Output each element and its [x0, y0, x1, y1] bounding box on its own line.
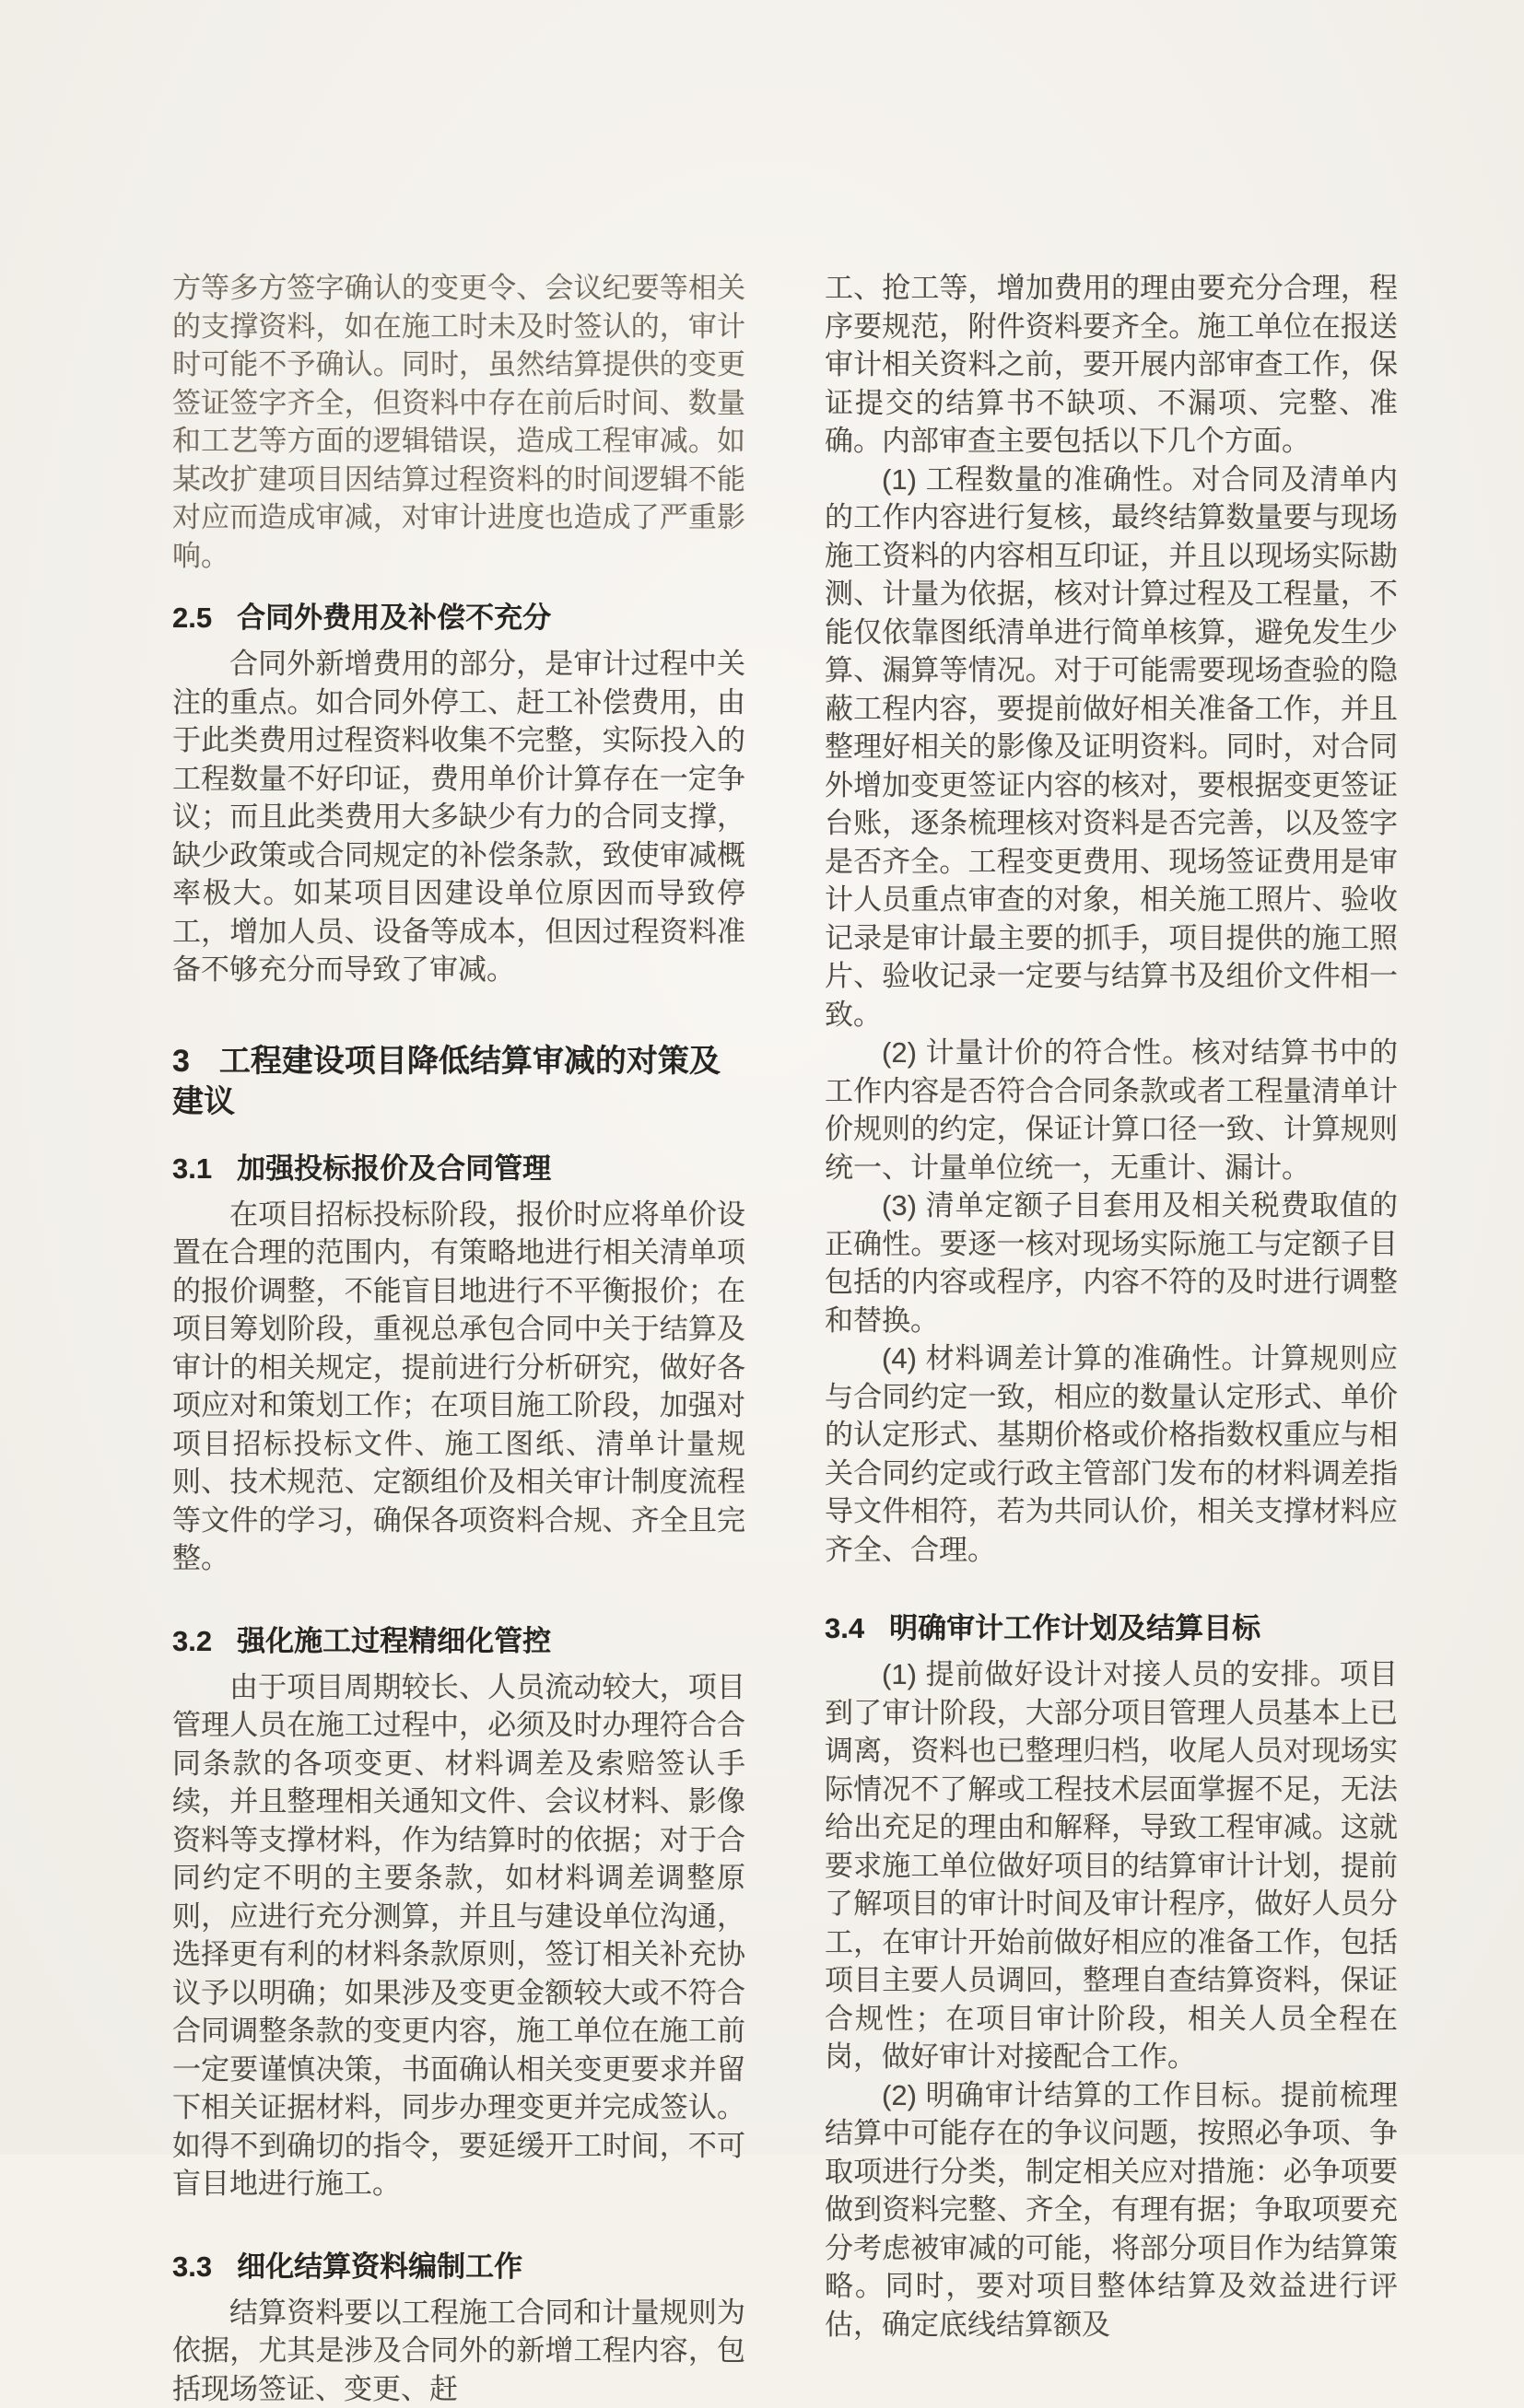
section-heading-3-1	[172, 1150, 745, 1188]
section-heading-3-2	[172, 1622, 745, 1661]
list-item-3-4-1: (1) 提前做好设计对接人员的安排。项目到了审计阶段，大部分项目管理人员基本上已调离，资料也已整理归档，收尾人员对现场实际情况不了解或工程技术层面掌握不足，无法给出充足的理由和解释，导致工程审减。这就要求施工单位做好项目的结算审计计划，提前了解项目的审计时间及审计程序，做好人员分工，在审计开始前做好相应的准备工作，包括项目主要人员调回，整理自查结算资料，保证合规性；在项目审计阶段，相关人员全程在岗，做好审计对接配合工作。	[825, 1655, 1398, 2076]
left-column	[172, 269, 745, 2155]
section-heading-2-5	[172, 599, 745, 637]
section-number: 3.1	[172, 1150, 212, 1188]
section-number: 3.4	[825, 1609, 864, 1648]
section-title: 明确审计工作计划及结算目标	[889, 1612, 1260, 1644]
list-item-1: (1) 工程数量的准确性。对合同及清单内的工作内容进行复核，最终结算数量要与现场施工资料的内容相互印证，并且以现场实际勘测、计量为依据，核对计算过程及工程量，不能仅依靠图纸清单进行简单核算，避免发生少算、漏算等情况。对于可能需要现场查验的隐蔽工程内容，要提前做好相关准备工作，并且整理好相关的影像及证明资料。同时，对合同外增加变更签证内容的核对，要根据变更签证台账，逐条梳理核对资料是否完善，以及签字是否齐全。工程变更费用、现场签证费用是审计人员重点审查的对象，相关施工照片、验收记录是审计最主要的抓手，项目提供的施工照片、验收记录一定要与结算书及组价文件相一致。	[825, 461, 1398, 1035]
list-item-3-4-2: (2) 明确审计结算的工作目标。提前梳理结算中可能存在的争议问题，按照必争项、争取项进行分类，制定相关应对措施：必争项要做到资料完整、齐全，有理有据；争取项要充分考虑被审减的可能，将部分项目作为结算策略。同时，要对项目整体结算及效益进行评估，确定底线结算额及	[825, 2076, 1398, 2344]
carryover-paragraph: 方等多方签字确认的变更令、会议纪要等相关的支撑资料，如在施工时未及时签认的，审计时可能不予确认。同时，虽然结算提供的变更签证签字齐全，但资料中存在前后时间、数量和工艺等方面的逻辑错误，造成工程审减。如某改扩建项目因结算过程资料的时间逻辑不能对应而造成审减，对审计进度也造成了严重影响。	[172, 269, 745, 575]
section-title: 强化施工过程精细化管控	[237, 1625, 551, 1657]
section-heading-3-4	[825, 1609, 1398, 1648]
paragraph-3-3: 结算资料要以工程施工合同和计量规则为依据，尤其是涉及合同外的新增工程内容，包括现场签证、变更、赶	[172, 2294, 745, 2408]
section-title: 细化结算资料编制工作	[237, 2250, 522, 2283]
carryover-paragraph: 工、抢工等，增加费用的理由要充分合理，程序要规范，附件资料要齐全。施工单位在报送审计相关资料之前，要开展内部审查工作，保证提交的结算书不缺项、不漏项、完整、准确。内部审查主要包括以下几个方面。	[825, 269, 1398, 461]
list-item-3: (3) 清单定额子目套用及相关税费取值的正确性。要逐一核对现场实际施工与定额子目包括的内容或程序，内容不符的及时进行调整和替换。	[825, 1186, 1398, 1339]
paragraph-3-2: 由于项目周期较长、人员流动较大，项目管理人员在施工过程中，必须及时办理符合合同条款的各项变更、材料调差及索赔签认手续，并且整理相关通知文件、会议材料、影像资料等支撑材料，作为结算时的依据；对于合同约定不明的主要条款，如材料调差调整原则，应进行充分测算，并且与建设单位沟通，选择更有利的材料条款原则，签订相关补充协议予以明确；如果涉及变更金额较大或不符合合同调整条款的变更内容，施工单位在施工前一定要谨慎决策，书面确认相关变更要求并留下相关证据材料，同步办理变更并完成签认。如得不到确切的指令，要延缓开工时间，不可盲目地进行施工。	[172, 1668, 745, 2203]
section-title: 加强投标报价及合同管理	[237, 1152, 551, 1185]
section-number: 3.2	[172, 1622, 212, 1661]
section-number: 3.3	[172, 2248, 212, 2286]
paragraph-2-5: 合同外新增费用的部分，是审计过程中关注的重点。如合同外停工、赶工补偿费用，由于此类费用过程资料收集不完整，实际投入的工程数量不好印证，费用单价计算存在一定争议；而且此类费用大多缺少有力的合同支撑，缺少政策或合同规定的补偿条款，致使审减概率极大。如某项目因建设单位原因而导致停工，增加人员、设备等成本，但因过程资料准备不够充分而导致了审减。	[172, 645, 745, 989]
section-title: 合同外费用及补偿不充分	[237, 602, 551, 634]
paragraph-3-1: 在项目招标投标阶段，报价时应将单价设置在合理的范围内，有策略地进行相关清单项的报价调整，不能盲目地进行不平衡报价；在项目筹划阶段，重视总承包合同中关于结算及审计的相关规定，提前进行分析研究，做好各项应对和策划工作；在项目施工阶段，加强对项目招标投标文件、施工图纸、清单计量规则、技术规范、定额组价及相关审计制度流程等文件的学习，确保各项资料合规、齐全且完整。	[172, 1196, 745, 1578]
section-number: 2.5	[172, 599, 212, 637]
chapter-number: 3	[172, 1041, 190, 1081]
chapter-heading-3	[172, 1041, 745, 1122]
chapter-title: 工程建设项目降低结算审减的对策及建议	[172, 1044, 721, 1119]
list-item-2: (2) 计量计价的符合性。核对结算书中的工作内容是否符合合同条款或者工程量清单计价规则的约定，保证计算口径一致、计算规则统一、计量单位统一，无重计、漏计。	[825, 1034, 1398, 1186]
list-item-4: (4) 材料调差计算的准确性。计算规则应与合同约定一致，相应的数量认定形式、单价的认定形式、基期价格或价格指数权重应与相关合同约定或行政主管部门发布的材料调差指导文件相符，若为共同认价，相关支撑材料应齐全、合理。	[825, 1339, 1398, 1569]
right-column	[825, 269, 1398, 2155]
section-heading-3-3	[172, 2248, 745, 2286]
